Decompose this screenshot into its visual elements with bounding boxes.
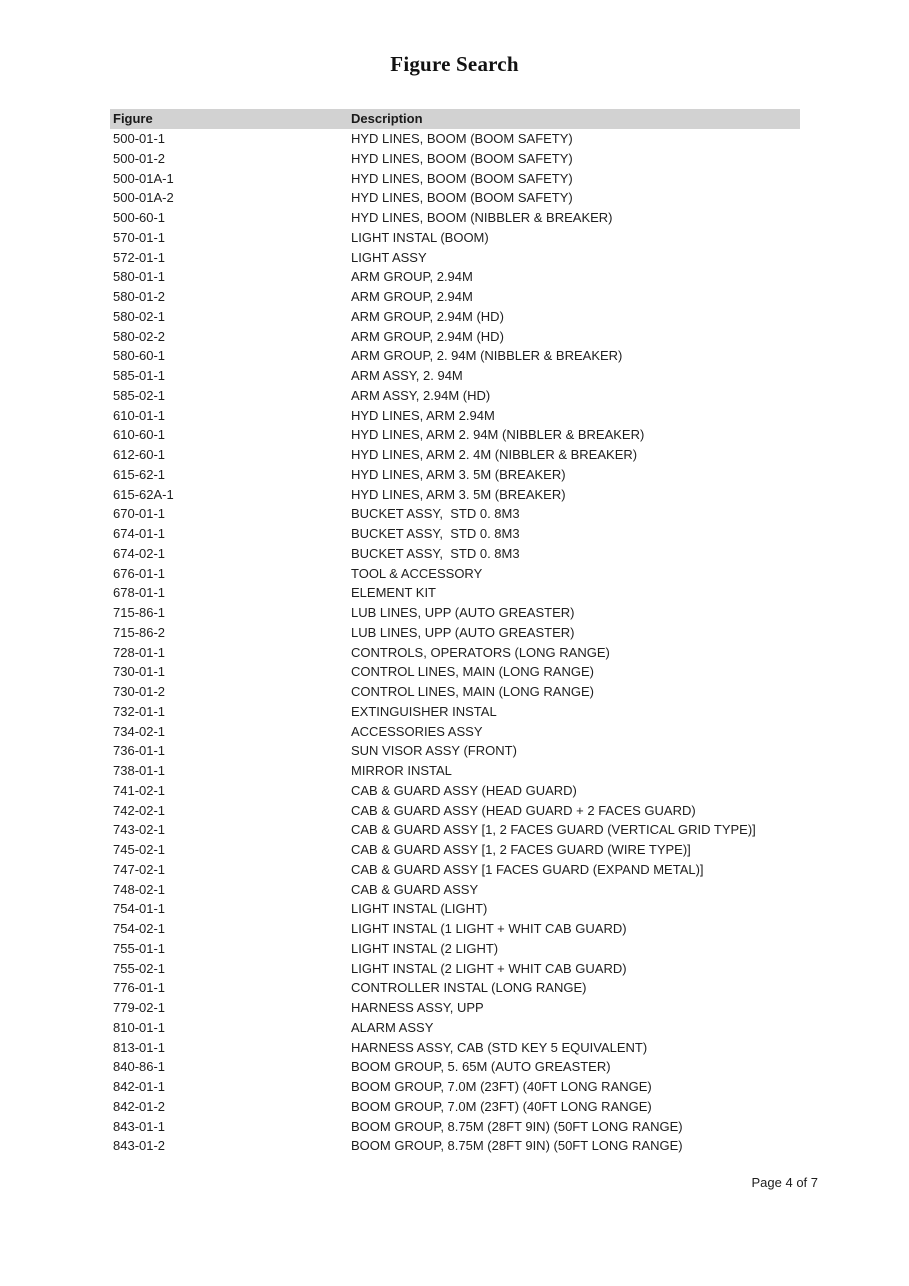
description-cell: LIGHT INSTAL (BOOM) [351, 229, 489, 245]
description-cell: CAB & GUARD ASSY [1, 2 FACES GUARD (WIRE TYPE)] [351, 842, 691, 857]
description-cell: BOOM GROUP, 8.75M (28FT 9IN) (50FT LONG RANGE) [351, 1118, 683, 1134]
figure-cell: 843-01-2 [113, 1138, 166, 1154]
table-row [110, 880, 800, 900]
table-row [110, 1018, 800, 1038]
figure-cell: 734-02-1 [113, 723, 166, 739]
table-row [110, 248, 800, 268]
description-cell: BOOM GROUP, 7.0M (23FT) (40FT LONG RANGE) [351, 1079, 652, 1094]
figure-cell: 747-02-1 [113, 861, 166, 877]
description-cell: ARM GROUP, 2. 94M (NIBBLER & BREAKER) [351, 348, 623, 364]
figure-table-header [110, 109, 800, 129]
figure-cell: 730-01-2 [113, 684, 166, 699]
table-row [110, 129, 800, 149]
description-cell: CAB & GUARD ASSY [1 FACES GUARD (EXPAND METAL)] [351, 861, 704, 877]
description-cell: LUB LINES, UPP (AUTO GREASTER) [351, 624, 575, 640]
figure-cell: 715-86-1 [113, 605, 166, 620]
figure-table [110, 109, 800, 1156]
table-row [110, 702, 800, 722]
figure-cell: 500-60-1 [113, 210, 166, 225]
table-row [110, 1097, 800, 1117]
description-cell: LIGHT INSTAL (2 LIGHT) [351, 940, 499, 956]
table-row [110, 287, 800, 307]
figure-cell: 840-86-1 [113, 1059, 166, 1075]
table-row [110, 406, 800, 426]
description-cell: ARM GROUP, 2.94M (HD) [351, 328, 504, 344]
figure-table-body [110, 129, 800, 1156]
figure-cell: 676-01-1 [113, 565, 166, 581]
table-row [110, 939, 800, 959]
table-row [110, 564, 800, 584]
table-row [110, 801, 800, 821]
figure-cell: 842-01-1 [113, 1079, 166, 1094]
table-row [110, 722, 800, 742]
table-row [110, 307, 800, 327]
table-row [110, 485, 800, 505]
column-header-figure: Figure [110, 109, 348, 129]
description-cell: HYD LINES, ARM 2. 4M (NIBBLER & BREAKER) [351, 447, 638, 462]
description-cell: SUN VISOR ASSY (FRONT) [351, 743, 517, 759]
figure-cell: 610-01-1 [113, 407, 166, 423]
description-cell: CAB & GUARD ASSY [351, 881, 479, 897]
description-cell: CAB & GUARD ASSY (HEAD GUARD) [351, 782, 577, 798]
table-row [110, 346, 800, 366]
table-row [110, 445, 800, 465]
figure-cell: 500-01A-1 [113, 170, 174, 186]
description-cell: ARM ASSY, 2. 94M [351, 368, 463, 383]
figure-cell: 754-02-1 [113, 921, 166, 936]
figure-cell: 500-01-1 [113, 131, 166, 146]
description-cell: ARM GROUP, 2.94M [351, 269, 473, 285]
table-row [110, 149, 800, 169]
description-cell: ALARM ASSY [351, 1019, 434, 1035]
table-row [110, 761, 800, 781]
table-row [110, 1038, 800, 1058]
figure-cell: 572-01-1 [113, 249, 166, 265]
table-row [110, 169, 800, 189]
description-cell: HYD LINES, ARM 3. 5M (BREAKER) [351, 486, 566, 502]
table-row [110, 228, 800, 248]
figure-cell: 674-02-1 [113, 545, 166, 561]
description-cell: HYD LINES, BOOM (BOOM SAFETY) [351, 131, 573, 146]
description-cell: CONTROLLER INSTAL (LONG RANGE) [351, 980, 587, 996]
table-row [110, 1117, 800, 1137]
description-cell: HARNESS ASSY, CAB (STD KEY 5 EQUIVALENT) [351, 1039, 648, 1055]
table-row [110, 366, 800, 386]
table-row [110, 267, 800, 287]
figure-cell: 728-01-1 [113, 644, 166, 660]
figure-cell: 674-01-1 [113, 526, 166, 541]
figure-cell: 730-01-1 [113, 664, 166, 680]
description-cell: HARNESS ASSY, UPP [351, 1000, 484, 1015]
description-cell: BUCKET ASSY, STD 0. 8M3 [351, 506, 520, 522]
figure-cell: 580-01-2 [113, 289, 166, 304]
description-cell: HYD LINES, BOOM (BOOM SAFETY) [351, 150, 573, 166]
table-row [110, 820, 800, 840]
description-cell: LUB LINES, UPP (AUTO GREASTER) [351, 605, 575, 620]
description-cell: HYD LINES, BOOM (BOOM SAFETY) [351, 190, 573, 206]
table-row [110, 1057, 800, 1077]
description-cell: BOOM GROUP, 5. 65M (AUTO GREASTER) [351, 1059, 611, 1075]
description-cell: CAB & GUARD ASSY [1, 2 FACES GUARD (VERTICAL GRID TYPE)] [351, 822, 756, 838]
figure-cell: 755-01-1 [113, 940, 166, 956]
figure-cell: 570-01-1 [113, 229, 166, 245]
table-row [110, 919, 800, 939]
table-row [110, 386, 800, 406]
table-row [110, 425, 800, 445]
description-cell: CONTROL LINES, MAIN (LONG RANGE) [351, 684, 594, 699]
description-cell: TOOL & ACCESSORY [351, 565, 483, 581]
figure-cell: 585-01-1 [113, 368, 166, 383]
figure-cell: 736-01-1 [113, 743, 166, 759]
description-cell: LIGHT INSTAL (1 LIGHT + WHIT CAB GUARD) [351, 921, 627, 936]
table-row [110, 1136, 800, 1156]
figure-cell: 585-02-1 [113, 387, 166, 403]
table-row [110, 643, 800, 663]
table-row [110, 682, 800, 702]
figure-cell: 755-02-1 [113, 960, 166, 976]
figure-cell: 779-02-1 [113, 1000, 166, 1015]
figure-cell: 741-02-1 [113, 782, 166, 798]
table-row [110, 662, 800, 682]
description-cell: HYD LINES, BOOM (BOOM SAFETY) [351, 170, 573, 186]
figure-cell: 743-02-1 [113, 822, 166, 838]
figure-cell: 776-01-1 [113, 980, 166, 996]
column-header-description: Description [348, 109, 800, 129]
figure-cell: 580-02-1 [113, 308, 166, 324]
description-cell: LIGHT ASSY [351, 249, 427, 265]
description-cell: BUCKET ASSY, STD 0. 8M3 [351, 545, 520, 561]
description-cell: BOOM GROUP, 8.75M (28FT 9IN) (50FT LONG RANGE) [351, 1138, 683, 1154]
description-cell: LIGHT INSTAL (2 LIGHT + WHIT CAB GUARD) [351, 960, 627, 976]
table-row [110, 978, 800, 998]
figure-cell: 500-01-2 [113, 150, 166, 166]
description-cell: ARM GROUP, 2.94M (HD) [351, 308, 504, 324]
description-cell: CONTROL LINES, MAIN (LONG RANGE) [351, 664, 594, 680]
table-row [110, 1077, 800, 1097]
figure-cell: 670-01-1 [113, 506, 166, 522]
figure-cell: 748-02-1 [113, 881, 166, 897]
table-row [110, 860, 800, 880]
figure-cell: 842-01-2 [113, 1098, 166, 1114]
description-cell: CAB & GUARD ASSY (HEAD GUARD + 2 FACES GUARD) [351, 802, 696, 818]
description-cell: HYD LINES, ARM 3. 5M (BREAKER) [351, 466, 566, 482]
description-cell: ARM ASSY, 2.94M (HD) [351, 387, 491, 403]
figure-cell: 745-02-1 [113, 842, 166, 857]
figure-cell: 813-01-1 [113, 1039, 166, 1055]
table-row [110, 524, 800, 544]
table-row [110, 504, 800, 524]
description-cell: MIRROR INSTAL [351, 763, 452, 778]
figure-cell: 580-60-1 [113, 348, 166, 364]
table-row [110, 188, 800, 208]
figure-cell: 610-60-1 [113, 427, 166, 443]
figure-cell: 843-01-1 [113, 1118, 166, 1134]
table-row [110, 327, 800, 347]
description-cell: HYD LINES, ARM 2. 94M (NIBBLER & BREAKER) [351, 427, 645, 443]
table-row [110, 465, 800, 485]
figure-cell: 732-01-1 [113, 703, 166, 719]
table-row [110, 603, 800, 623]
figure-cell: 580-01-1 [113, 269, 166, 285]
description-cell: EXTINGUISHER INSTAL [351, 703, 497, 719]
figure-cell: 678-01-1 [113, 585, 166, 601]
table-row [110, 623, 800, 643]
figure-cell: 742-02-1 [113, 802, 166, 818]
table-row [110, 959, 800, 979]
table-row [110, 741, 800, 761]
table-row [110, 583, 800, 603]
figure-cell: 615-62-1 [113, 466, 166, 482]
table-row [110, 544, 800, 564]
figure-cell: 580-02-2 [113, 328, 166, 344]
description-cell: ARM GROUP, 2.94M [351, 289, 473, 304]
table-row [110, 840, 800, 860]
header-row [110, 109, 800, 129]
description-cell: ELEMENT KIT [351, 585, 437, 601]
figure-cell: 612-60-1 [113, 447, 166, 462]
figure-cell: 715-86-2 [113, 624, 166, 640]
description-cell: HYD LINES, ARM 2.94M [351, 407, 495, 423]
page-number: Page 4 of 7 [751, 1175, 818, 1190]
page-title: Figure Search [390, 52, 519, 76]
figure-cell: 500-01A-2 [113, 190, 174, 206]
description-cell: HYD LINES, BOOM (NIBBLER & BREAKER) [351, 210, 613, 225]
figure-cell: 754-01-1 [113, 901, 166, 917]
table-row [110, 998, 800, 1018]
table-row [110, 899, 800, 919]
figure-cell: 810-01-1 [113, 1019, 166, 1035]
description-cell: LIGHT INSTAL (LIGHT) [351, 901, 488, 917]
figure-cell: 615-62A-1 [113, 486, 174, 502]
description-cell: BOOM GROUP, 7.0M (23FT) (40FT LONG RANGE) [351, 1098, 652, 1114]
table-row [110, 208, 800, 228]
description-cell: ACCESSORIES ASSY [351, 723, 483, 739]
description-cell: CONTROLS, OPERATORS (LONG RANGE) [351, 644, 610, 660]
figure-cell: 738-01-1 [113, 763, 166, 778]
description-cell: BUCKET ASSY, STD 0. 8M3 [351, 526, 520, 541]
table-row [110, 781, 800, 801]
